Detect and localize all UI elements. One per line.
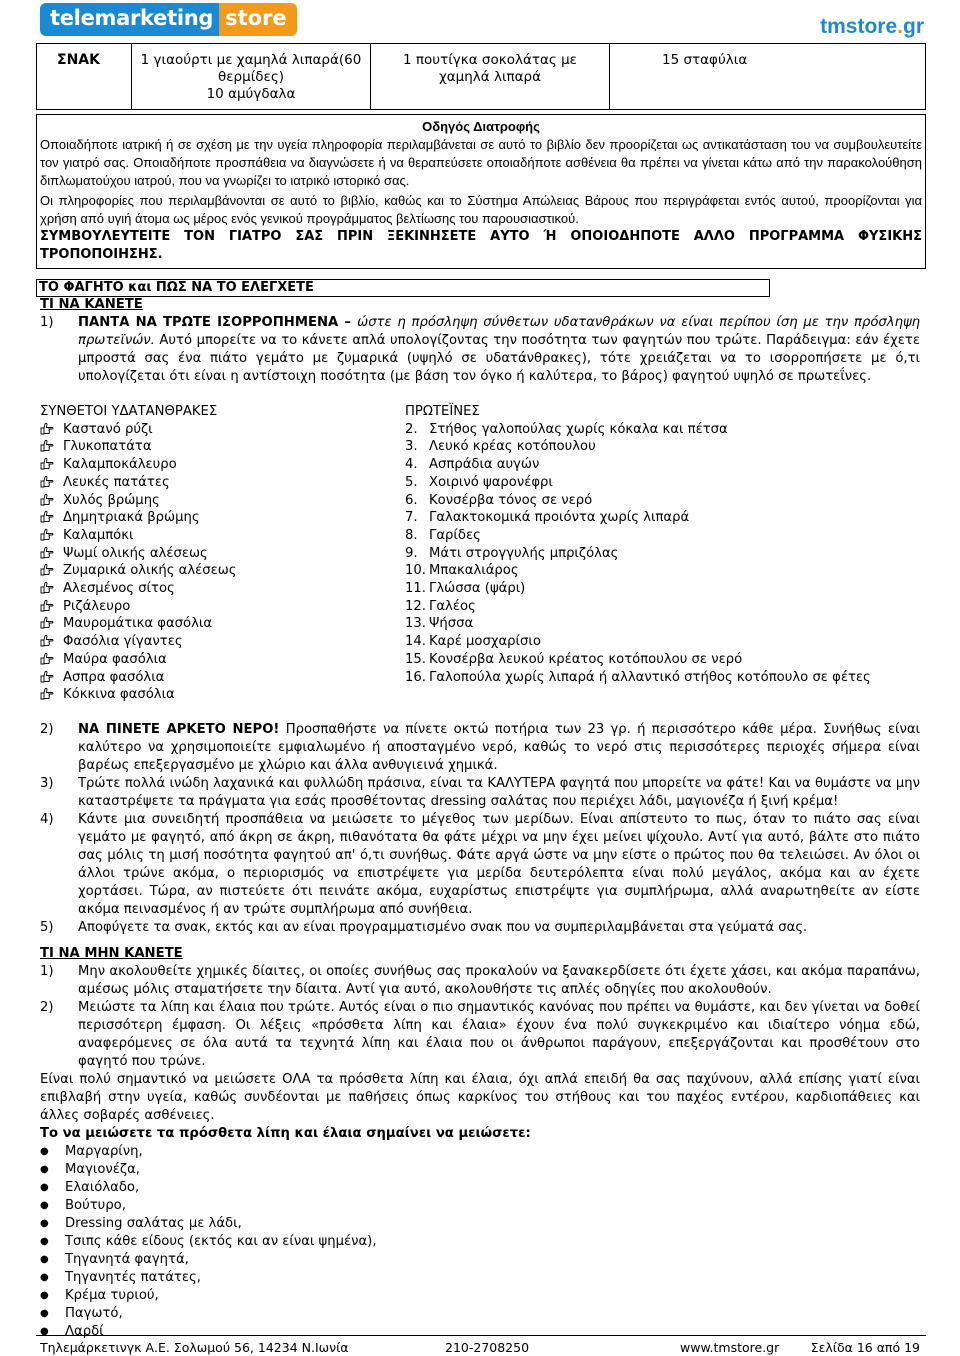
- snack-cell-1-line: θερμίδες): [217, 69, 285, 85]
- pointing-hand-icon: [40, 616, 54, 629]
- protein-item-label: Στήθος γαλοπούλας χωρίς κόκαλα και πέτσα: [429, 421, 728, 437]
- protein-item-num: 8.: [405, 527, 418, 543]
- dont-item-2-num: 2): [40, 1000, 54, 1015]
- do-item-1: [40, 314, 920, 386]
- do-item-2-rest: Προσπαθήστε να πίνετε οκτώ ποτήρια των 23 γρ. ή περισσότερο κάθε μέρα. Συνήθως είναι καλύτερο να χρησιμοποιείτε εμφιαλωμένο ή αποσταγμένο νερό, καθώς το νερό στις περισσότερες περιοχές σήμερα είναι βαρέως επεξεργασμένο με χλώριο και άλλα ανθυγιεινά χημικά.: [78, 722, 920, 773]
- protein-item: [405, 598, 920, 616]
- reduce-item-label: Λαρδί: [65, 1324, 104, 1339]
- protein-item-num: 3.: [405, 439, 418, 455]
- reduce-item: [40, 1179, 920, 1197]
- protein-item: [405, 509, 920, 527]
- carb-item: [40, 686, 405, 704]
- protein-item: [405, 651, 920, 669]
- footer-page: Σελίδα 16 από 19: [810, 1340, 920, 1355]
- carb-item-label: Γλυκοπατάτα: [63, 439, 152, 455]
- carb-item-label: Ζυμαρικά ολικής αλέσεως: [63, 563, 237, 579]
- do-item-3: [40, 775, 920, 811]
- dont-item-2: [40, 999, 920, 1071]
- footer-company: Τηλεμάρκετινγκ Α.Ε. Σολωμού 56, 14234 Ν.Ιωνία: [40, 1340, 349, 1355]
- footer-site: www.tmstore.gr: [680, 1340, 780, 1355]
- do-item-3-num: 3): [40, 776, 54, 791]
- protein-item-num: 13.: [405, 616, 426, 632]
- carb-item: [40, 527, 405, 545]
- carb-item-label: Λευκές πατάτες: [63, 474, 170, 490]
- carb-item-label: Φασόλια γίγαντες: [63, 634, 183, 650]
- protein-item-label: Μπακαλιάρος: [429, 563, 519, 579]
- snack-cell-1-line: 1 γιαούρτι με χαμηλά λιπαρά(60: [140, 52, 362, 68]
- snack-label: ΣΝΑΚ: [37, 44, 132, 110]
- carb-item-label: Μαυρομάτικα φασόλια: [63, 616, 213, 632]
- bullet-icon: ●: [40, 1290, 49, 1301]
- reduce-heading: Το να μειώσετε τα πρόσθετα λίπη και έλαια σημαίνει να μειώσετε:: [40, 1126, 531, 1141]
- bullet-icon: ●: [40, 1146, 49, 1157]
- protein-item: [405, 438, 920, 456]
- reduce-item-label: Τηγανητά φαγητά,: [65, 1252, 189, 1267]
- protein-item-num: 16.: [405, 669, 426, 685]
- reduce-item-label: Κρέμα τυριού,: [65, 1288, 159, 1303]
- carb-item-label: Κόκκινα φασόλια: [63, 687, 175, 703]
- carb-item-label: Ασπρα φασόλια: [63, 669, 165, 685]
- pointing-hand-icon: [40, 670, 54, 683]
- protein-item-num: 2.: [405, 421, 418, 437]
- protein-item: [405, 527, 920, 545]
- reduce-item: [40, 1215, 920, 1233]
- bullet-icon: ●: [40, 1236, 49, 1247]
- pointing-hand-icon: [40, 439, 54, 452]
- protein-item-num: 12.: [405, 598, 426, 614]
- reduce-item-label: Βούτυρο,: [65, 1198, 126, 1213]
- reduce-item-label: Ελαιόλαδο,: [65, 1180, 140, 1195]
- pointing-hand-icon: [40, 510, 54, 523]
- do-item-1-num: 1): [40, 315, 54, 330]
- reduce-item: [40, 1233, 920, 1251]
- carb-item: [40, 562, 405, 580]
- proteins-heading: ΠΡΩΤΕΪΝΕΣ: [405, 404, 480, 419]
- protein-item-num: 15.: [405, 651, 426, 667]
- carb-item: [40, 651, 405, 669]
- protein-item-label: Γλώσσα (ψάρι): [429, 581, 526, 597]
- protein-item-label: Καρέ μοσχαρίσιο: [429, 634, 541, 650]
- snack-cell-2: [371, 44, 610, 110]
- bullet-icon: ●: [40, 1326, 49, 1337]
- do-item-3-text: Τρώτε πολλά ινώδη λαχανικά και φυλλώδη πράσινα, είναι τα ΚΑΛΥΤΕΡΑ φαγητά που μπορείτε να φάτε! Και να θυμάστε να μην καταστρέψετε τα πράγματα για εσάς προσθέτοντας dressing σαλάτας που περιέχει λάδι, μαγιονέζα ή ξινή κρέμα!: [78, 776, 920, 809]
- protein-item-label: Χοιρινό ψαρονέφρι: [429, 474, 553, 490]
- site-main: tmstore: [820, 15, 898, 38]
- reduce-item: [40, 1251, 920, 1269]
- pointing-hand-icon: [40, 687, 54, 700]
- carbs-heading: ΣΥΝΘΕΤΟΙ ΥΔΑΤΑΝΘΡΑΚΕΣ: [40, 404, 218, 419]
- important-paragraph: Είναι πολύ σημαντικό να μειώσετε ΟΛΑ τα πρόσθετα λίπη και έλαια, όχι απλά επειδή θα σας παχύνουν, αλλά επίσης γιατί είναι επιβλαβή στην υγεία, καθώς συνδέονται με παθήσεις όπως καρκίνος του στήθους και του παχέος εντέρου, καρδιοπάθειες και άλλες σοβαρές ασθένειες.: [40, 1072, 920, 1123]
- protein-item: [405, 421, 920, 439]
- reduce-item-label: Τσιπς κάθε είδους (εκτός και αν είναι ψημένα),: [65, 1234, 377, 1249]
- reduce-item: [40, 1161, 920, 1179]
- carb-item: [40, 474, 405, 492]
- pointing-hand-icon: [40, 493, 54, 506]
- protein-item: [405, 615, 920, 633]
- reduce-item: [40, 1143, 920, 1161]
- reduce-item-label: Παγωτό,: [65, 1306, 123, 1321]
- carb-item-label: Καστανό ρύζι: [63, 421, 153, 437]
- snack-cell-1-line: 10 αμύγδαλα: [206, 86, 296, 102]
- snack-cell-3: [610, 44, 926, 110]
- carb-item-label: Δημητριακά βρώμης: [63, 510, 200, 526]
- protein-item: [405, 456, 920, 474]
- protein-item: [405, 633, 920, 651]
- pointing-hand-icon: [40, 634, 54, 647]
- protein-item: [405, 492, 920, 510]
- pointing-hand-icon: [40, 581, 54, 594]
- carb-item-label: Καλαμποκάλευρο: [63, 457, 177, 473]
- do-item-1-bold: ΠΑΝΤΑ ΝΑ ΤΡΩΤΕ ΙΣΟΡΡΟΠΗΜΕΝΑ: [78, 315, 339, 330]
- do-item-1-italic: ώστε η πρόσληψη σύνθετων υδατανθράκων να είναι περίπου ίση με την πρόσληψη πρωτεϊνών.: [78, 315, 921, 348]
- guide-warning: ΣΥΜΒΟΥΛΕΥΤΕΙΤΕ ΤΟΝ ΓΙΑΤΡΟ ΣΑΣ ΠΡΙΝ ΞΕΚΙΝΗΣΕΤΕ ΑΥΤΟ Ή ΟΠΟΙΟΔΗΠΟΤΕ ΑΛΛΟ ΠΡΟΓΡΑΜΜΑ ΦΥΣΙΚΗΣ ΤΡΟΠΟΠΟΙΗΣΗΣ.: [40, 229, 922, 262]
- protein-item-label: Κονσέρβα λευκού κρέατος κοτόπουλου σε νερό: [429, 651, 743, 667]
- carb-item: [40, 421, 405, 439]
- do-item-5: [40, 919, 920, 937]
- do-item-1-dash: –: [338, 315, 358, 330]
- logo-part2: store: [219, 3, 297, 36]
- pointing-hand-icon: [40, 475, 54, 488]
- protein-items: [405, 421, 920, 687]
- protein-item-label: Λευκό κρέας κοτόπουλου: [429, 439, 596, 455]
- do-heading: ΤΙ ΝΑ ΚΑΝΕΤΕ: [40, 297, 143, 312]
- do-item-2-num: 2): [40, 722, 54, 737]
- carb-item-label: Αλεσμένος σίτος: [63, 581, 175, 597]
- site-brand: [820, 15, 924, 39]
- protein-item-label: Ασπράδια αυγών: [429, 457, 540, 473]
- protein-item-num: 9.: [405, 545, 418, 561]
- reduce-item-label: Μαγιονέζα,: [65, 1162, 140, 1177]
- dont-heading: ΤΙ ΝΑ ΜΗΝ ΚΑΝΕΤΕ: [40, 946, 183, 961]
- guide-paragraph-1: Οποιαδήποτε ιατρική ή σε σχέση με την υγεία πληροφορία περιλαμβάνεται σε αυτό το βιβλίο δεν προορίζεται ως αντικατάσταση του να συμβουλευτείτε τον γιατρό σας. Οποιαδήποτε προσπάθεια να διαγνώσετε ή να θεραπεύσετε οποιαδήποτε ασθένεια θα πρέπει να γίνεται κάτω από την παρακολούθηση διπλωματούχου ιατρού, που να γνωρίζει το ιατρικό ιστορικό σας.: [40, 137, 922, 188]
- pointing-hand-icon: [40, 528, 54, 541]
- carb-item-label: Χυλός βρώμης: [63, 492, 160, 508]
- do-item-4-num: 4): [40, 812, 54, 827]
- dont-item-1-num: 1): [40, 964, 54, 979]
- dont-item-2-text: Μειώστε τα λίπη και έλαια που τρώτε. Αυτός είναι ο πιο σημαντικός κανόνας που πρέπει να θυμάστε, και δεν γίνεται να δοθεί περισσότερη έμφαση. Οι λέξεις «πρόσθετα λίπη και έλαια» έχουν ένα πολύ συγκεκριμένο και ιδιαίτερο νόημα εδώ, αναφερόμενες σε όλα αυτά τα τεχνητά λίπη και έλαια που οι άνθρωποι παράγουν, επεξεργάζονται και προσθέτουν στο φαγητό που τρώνε.: [78, 1000, 920, 1069]
- snack-cell-1: [132, 44, 371, 110]
- carb-item-label: Καλαμπόκι: [63, 527, 134, 543]
- telemarketing-store-logo: [40, 3, 297, 36]
- protein-item-label: Ψήσσα: [429, 616, 474, 632]
- bullet-icon: ●: [40, 1272, 49, 1283]
- guide-title: Οδηγός Διατροφής: [422, 119, 540, 134]
- carbs-list: [40, 403, 405, 704]
- proteins-list: [405, 403, 920, 704]
- carb-item-label: Μαύρα φασόλια: [63, 651, 167, 667]
- bullet-icon: ●: [40, 1308, 49, 1319]
- reduce-item-label: Dressing σαλάτας με λάδι,: [65, 1216, 242, 1231]
- carbs-items: [40, 421, 405, 704]
- snack-cell-3-line: 15 σταφύλια: [662, 52, 748, 68]
- food-lists: [40, 403, 920, 704]
- protein-item-num: 14.: [405, 634, 426, 650]
- footer-phone: 210-2708250: [445, 1340, 530, 1355]
- bullet-icon: ●: [40, 1200, 49, 1211]
- protein-item-label: Γαλοπούλα χωρίς λιπαρά ή αλλαντικό στήθος κοτόπουλο σε φέτες: [429, 669, 871, 685]
- dont-item-1-text: Μην ακολουθείτε χημικές δίαιτες, οι οποίες συνήθως σας προκαλούν να ξανακερδίσετε ότι έχετε χάσει, και ακόμα παραπάνω, αμέσως μόλις σταματήσετε την δίαιτα. Αντί για αυτό, ακολουθήστε τις απλές οδηγίες που ακολουθούν.: [78, 964, 920, 997]
- do-item-2-text: [78, 721, 920, 775]
- protein-item-label: Μάτι στρογγυλής μπριζόλας: [429, 545, 619, 561]
- protein-item: [405, 562, 920, 580]
- carb-item-label: Ψωμί ολικής αλέσεως: [63, 545, 208, 561]
- pointing-hand-icon: [40, 422, 54, 435]
- do-item-2: [40, 721, 920, 775]
- bullet-icon: ●: [40, 1182, 49, 1193]
- pointing-hand-icon: [40, 599, 54, 612]
- snack-cell-2-line: 1 πουτίγκα σοκολάτας με: [403, 52, 577, 68]
- bullet-icon: ●: [40, 1254, 49, 1265]
- protein-item-num: 10.: [405, 563, 426, 579]
- reduce-item: [40, 1287, 920, 1305]
- protein-item-num: 11.: [405, 581, 426, 597]
- reduce-item-label: Τηγανητές πατάτες,: [65, 1270, 201, 1285]
- footer-divider: [36, 1335, 926, 1336]
- carb-item: [40, 492, 405, 510]
- bullet-icon: ●: [40, 1164, 49, 1175]
- protein-item: [405, 545, 920, 563]
- protein-item: [405, 580, 920, 598]
- reduce-item: [40, 1269, 920, 1287]
- protein-item-num: 4.: [405, 457, 418, 473]
- carb-item-label: Ριζάλευρο: [63, 598, 131, 614]
- logo-part1: telemarketing: [40, 3, 219, 36]
- site-tld: gr: [903, 15, 924, 38]
- do-items-2-5: [40, 721, 920, 937]
- carb-item: [40, 456, 405, 474]
- protein-item-num: 5.: [405, 474, 418, 490]
- do-section: [40, 296, 920, 386]
- reduce-list: [40, 1143, 920, 1341]
- pointing-hand-icon: [40, 546, 54, 559]
- site-dot: .: [897, 15, 903, 38]
- dont-item-1: [40, 963, 920, 999]
- protein-item-label: Γαλέος: [429, 598, 476, 614]
- pointing-hand-icon: [40, 652, 54, 665]
- protein-item: [405, 474, 920, 492]
- protein-item-label: Κονσέρβα τόνος σε νερό: [429, 492, 593, 508]
- reduce-item-label: Μαργαρίνη,: [65, 1144, 143, 1159]
- do-item-4-text: Κάντε μια συνειδητή προσπάθεια να μειώσετε το μέγεθος των μερίδων. Είναι απίστευτο το πως, όταν το πιάτο σας είναι γεμάτο με φαγητό, από άκρη σε άκρη, πιθανότατα θα φάτε μέχρι να μην έχει μείνει ψίχουλο. Αντί για αυτό, βάλτε στο πιάτο σας μόλις τη μισή ποσότητα φαγητού απ' ό,τι συνήθως. Φάτε αργά ώστε να μην είστε ο πρώτος που θα τελειώσει. Αν όλοι οι άλλοι τρώνε ακόμα, ο περιορισμός να επιστρέψετε για μερίδα δευτερόλεπτα είναι πολύ μεγάλος, ακόμα και αν έχετε χορτάσει. Τώρα, αν πιστεύετε ότι πεινάτε ακόμα, ευχαρίστως επιστρέψτε για συμπλήρωμα, αλλά αναρωτηθείτε αν είστε ακόμα πεινασμένος ή αν τρώτε συμπλήρωμα από συνήθεια.: [78, 812, 920, 917]
- carb-item: [40, 598, 405, 616]
- do-item-1-text: [78, 314, 920, 386]
- reduce-item: [40, 1323, 920, 1341]
- carb-item: [40, 438, 405, 456]
- reduce-item: [40, 1305, 920, 1323]
- carb-item: [40, 580, 405, 598]
- pointing-hand-icon: [40, 563, 54, 576]
- dont-section: [40, 945, 920, 1341]
- protein-item-num: 6.: [405, 492, 418, 508]
- carb-item: [40, 545, 405, 563]
- protein-item: [405, 669, 920, 687]
- snack-table: [36, 43, 926, 110]
- snack-cell-2-line: χαμηλά λιπαρά: [438, 69, 542, 85]
- do-item-5-text: Αποφύγετε τα σνακ, εκτός και αν είναι προγραμματισμένο σνακ που να συμπεριλαμβάνεται στα γεύματά σας.: [78, 920, 808, 935]
- carb-item: [40, 669, 405, 687]
- reduce-item: [40, 1197, 920, 1215]
- carb-item: [40, 633, 405, 651]
- guide-paragraph-2: Οι πληροφορίες που περιλαμβάνονται σε αυτό το βιβλίο, καθώς και το Σύστημα Απώλειας Βάρους που περιγράφεται εντός αυτού, προορίζονται για χρήση από υγιή άτομα ως μέρος ενός γενικού προγράμματος βελτίωσης του παρουσιαστικού.: [40, 193, 922, 226]
- diet-guide-box: [36, 114, 926, 269]
- do-item-1-rest: Αυτό μπορείτε να το κάνετε απλά υπολογίζοντας την ποσότητα των φαγητών που τρώτε. Παράδειγμα: εάν έχετε μπροστά σας ένα πιάτο γεμάτο με ζυμαρικά (υψηλό σε υδατάνθρακες), τότε χρειάζεται να το ισορροπήσετε με ό,τι υπολογίζεται ότι είναι η αντίστοιχη ποσότητα (με βάση τον όγκο ή καλύτερα, το βάρος) φαγητού υψηλό σε πρωτεΐνες.: [78, 333, 920, 384]
- carb-item: [40, 615, 405, 633]
- do-item-5-num: 5): [40, 920, 54, 935]
- section-food-heading: ΤΟ ΦΑΓΗΤΟ και ΠΩΣ ΝΑ ΤΟ ΕΛΕΓΧΕΤΕ: [36, 279, 770, 297]
- protein-item-num: 7.: [405, 510, 418, 526]
- protein-item-label: Γαλακτοκομικά προιόντα χωρίς λιπαρά: [429, 510, 690, 526]
- bullet-icon: ●: [40, 1218, 49, 1229]
- pointing-hand-icon: [40, 457, 54, 470]
- carb-item: [40, 509, 405, 527]
- do-item-4: [40, 811, 920, 919]
- protein-item-label: Γαρίδες: [429, 527, 481, 543]
- do-item-2-bold: ΝΑ ΠΙΝΕΤΕ ΑΡΚΕΤΟ ΝΕΡΟ!: [78, 722, 280, 737]
